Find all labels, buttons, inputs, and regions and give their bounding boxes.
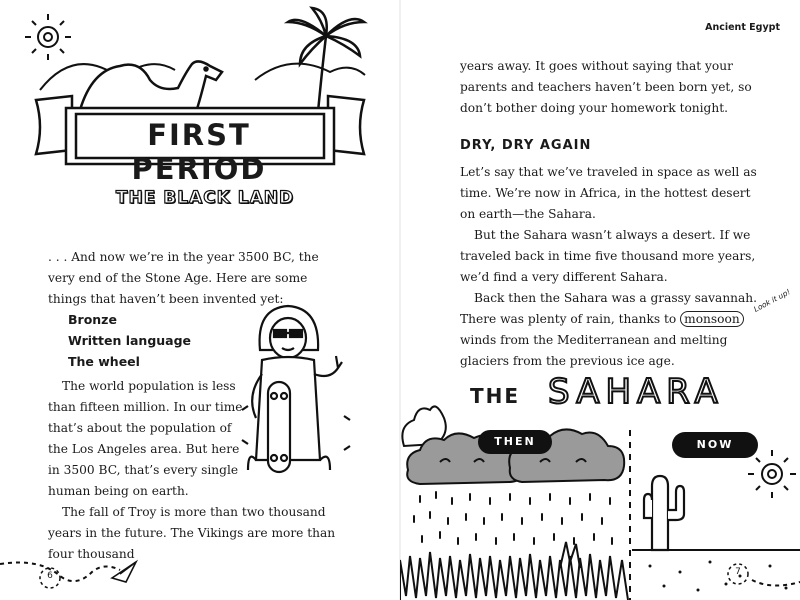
paragraph-4-part-1: Back then the Sahara was a grassy savannah. There was plenty of rain, thanks to	[460, 291, 758, 326]
list-item-wheel: The wheel	[68, 354, 140, 369]
label-now: NOW	[672, 432, 758, 458]
left-paragraph-2-line-4: the Los Angeles area. But here	[48, 442, 240, 456]
margin-note: Look it up!	[752, 287, 792, 314]
page-number-right: 7	[735, 567, 741, 577]
keyword-monsoon: monsoon	[680, 311, 744, 327]
palm-tree-icon	[288, 8, 364, 112]
section-heading: DRY, DRY AGAIN	[460, 138, 592, 153]
list-item-bronze: Bronze	[68, 312, 117, 327]
left-paragraph-3: The fall of Troy is more than two thousand years in the future. The Vikings are more than four thousand	[48, 505, 336, 561]
sun-icon	[25, 14, 71, 60]
paragraph-4-part-2: winds from the Mediterranean and melting glaciers from the previous ice age.	[460, 333, 728, 368]
page-number-left: 6	[47, 571, 53, 581]
left-paragraph-2-line-5: in 3500 BC, that’s every single	[48, 463, 239, 477]
paper-plane-icon	[112, 562, 136, 582]
illustration-title-sahara: SAHARA	[548, 372, 724, 412]
grass-icon	[400, 542, 628, 600]
running-header: Ancient Egypt	[705, 22, 780, 33]
sun-icon	[748, 450, 796, 498]
chapter-subtitle: THE BLACK LAND	[115, 188, 295, 208]
chapter-banner-title: FIRST PERIOD	[131, 118, 267, 186]
right-paragraph-1: years away. It goes without saying that your parents and teachers haven’t been born yet, so don’t bother doing your homework tonight.	[460, 59, 752, 115]
caveman-skateboard-illustration	[238, 300, 358, 482]
left-paragraph-1: . . . And now we’re in the year 3500 BC, the very end of the Stone Age. Here are some things that haven’t been invented yet:	[48, 250, 319, 306]
cactus-icon	[644, 476, 684, 550]
right-paragraph-3: But the Sahara wasn’t always a desert. If we traveled back in time five thousand more years, we’d find a very different Sahara.	[460, 228, 756, 284]
left-paragraph-2-line-6: human being on earth.	[48, 484, 189, 498]
list-item-written-language: Written language	[68, 333, 192, 348]
left-footer-flourish	[0, 550, 160, 600]
skateboard-icon	[268, 382, 290, 472]
label-then: THEN	[478, 430, 552, 454]
left-paragraph-2-line-3: that’s about the population of	[48, 421, 232, 435]
illustration-title-the: THE	[470, 384, 521, 408]
left-paragraph-2-line-1: The world population is less	[62, 379, 236, 393]
left-paragraph-2-line-2: than fifteen million. In our time	[48, 400, 243, 414]
camel-icon	[80, 61, 222, 112]
right-paragraph-2: Let’s say that we’ve traveled in space as well as time. We’re now in Africa, in the hottest desert on earth—the Sahara.	[460, 165, 757, 221]
right-paragraph-4	[460, 288, 760, 372]
